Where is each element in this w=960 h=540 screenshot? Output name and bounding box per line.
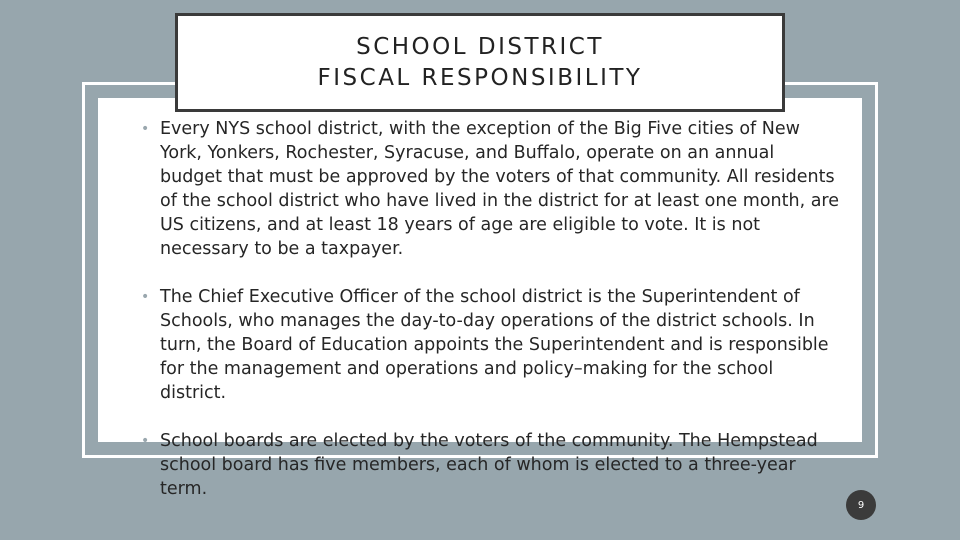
bullet-marker: • [141,289,150,305]
page-number-badge: 9 [846,490,876,520]
bullet-text: Every NYS school district, with the exception of the Big Five cities of New York, Yonkers, Rochester, Syracuse, and Buffalo, operate on an annual budget that must be approved by the voters of that community. All residents of the school district who have lived in the district for at least one month, are US citizens, and at least 18 years of age are eligible to vote. It is not necessary to be a taxpayer. [160,119,839,259]
slide-title-line-2: FISCAL RESPONSIBILITY [317,64,643,91]
bullet-item [140,285,840,405]
bullet-item [140,117,840,261]
bullet-item [140,429,840,501]
bullet-list [140,117,840,501]
bullet-text: The Chief Executive Officer of the school district is the Superintendent of Schools, who manages the day-to-day operations of the district schools. In turn, the Board of Education appoints the Superintendent and is responsible for the management and operations and policy–making for the school district. [160,287,829,403]
bullet-marker: • [141,121,150,137]
bullet-marker: • [141,433,150,449]
slide-title-line-1: SCHOOL DISTRICT [356,33,604,60]
bullet-text: School boards are elected by the voters of the community. The Hempstead school board has five members, each of whom is elected to a three-year term. [160,431,818,499]
slide-title-box [175,13,785,112]
